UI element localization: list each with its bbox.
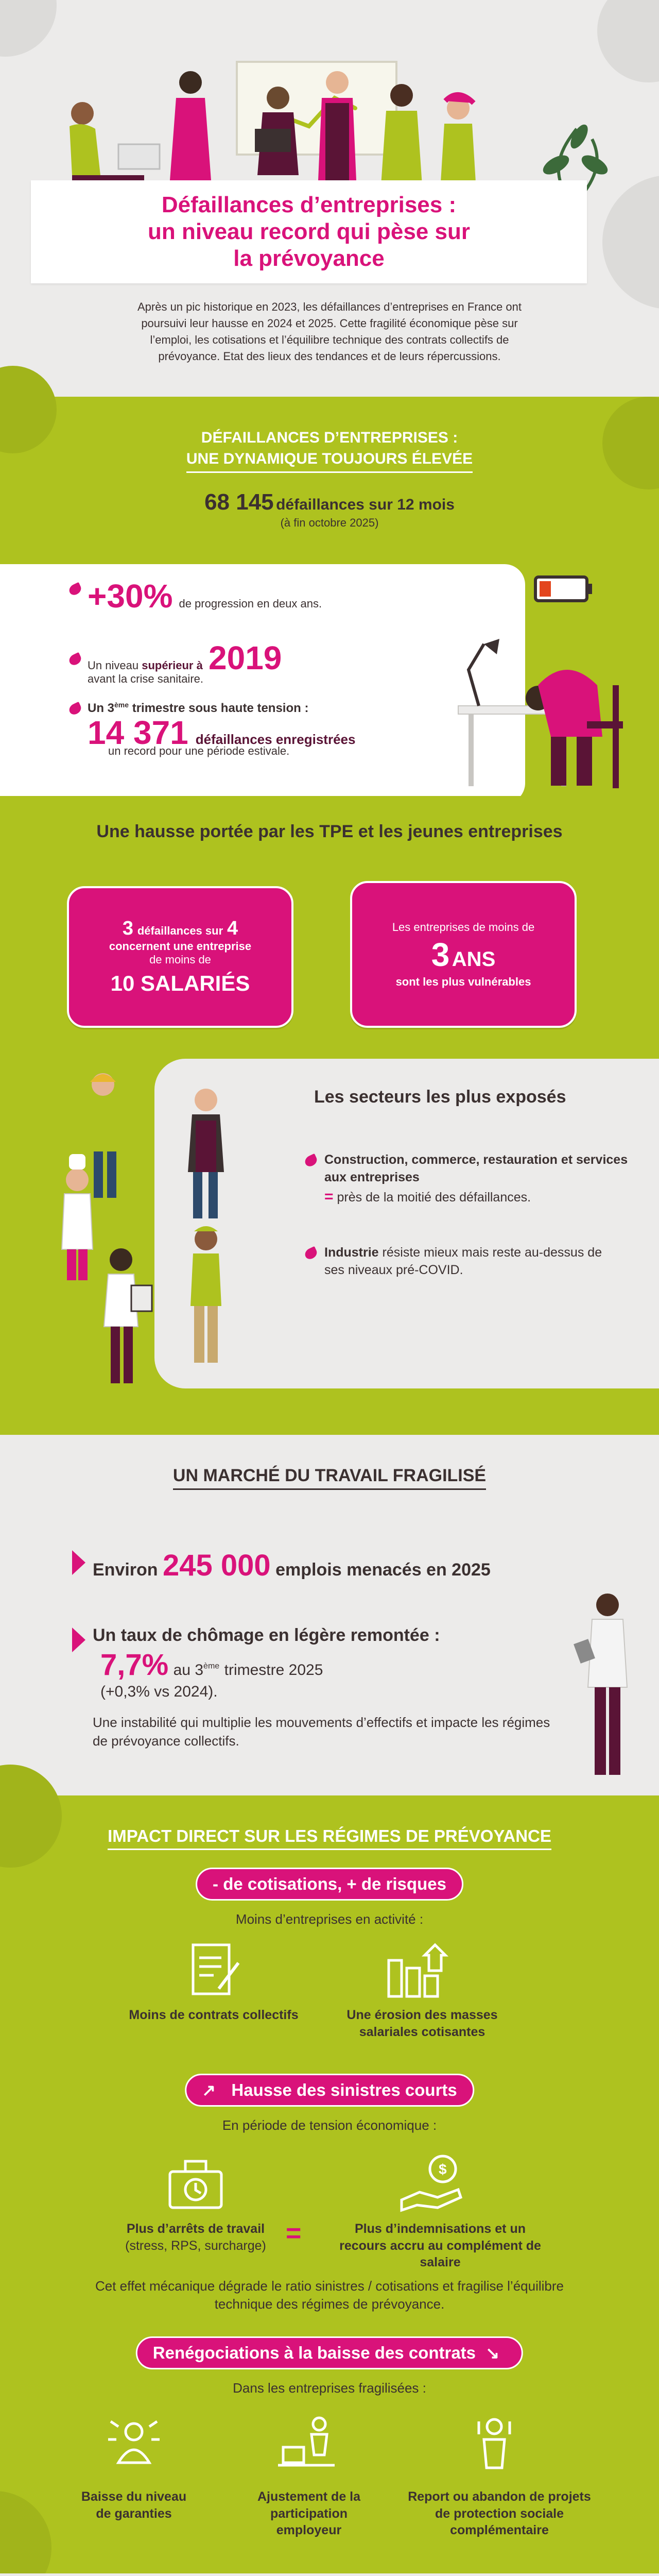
jobs-post: emplois menacés en 2025 — [275, 1560, 491, 1580]
postponed-project-icon — [463, 2411, 525, 2473]
failures-number: 68 145 — [204, 489, 274, 515]
caption-compensation: Plus d’indemnisations et un recours accru au complément de salaire — [339, 2222, 541, 2269]
level-bold: supérieur à — [142, 659, 203, 672]
section-title — [0, 1826, 659, 1846]
pill-number: 4 — [227, 918, 238, 940]
quarter-sub: un record pour une période estivale. — [108, 744, 290, 757]
unemployment-variation: (+0,3% vs 2024). — [100, 1683, 218, 1700]
section-dynamique — [0, 397, 659, 796]
caption-employer-participation: Ajustement de la participation employeur — [257, 2489, 361, 2537]
trend-up-icon: ↗ — [202, 2081, 216, 2099]
level-text — [88, 659, 203, 686]
failures-label: défaillances sur 12 mois — [276, 496, 455, 513]
pill-unit: ANS — [452, 947, 496, 971]
unemployment-au: au 3 — [173, 1662, 204, 1679]
pill-number: 3 — [122, 918, 134, 940]
section-title-text: IMPACT DIRECT SUR LES RÉGIMES DE PRÉVOYANCE — [108, 1826, 551, 1850]
guarantee-reduction-icon — [103, 2411, 165, 2473]
unemployment-stat — [93, 1625, 440, 1701]
sector-bold: Construction, commerce, restauration et services aux entreprises — [324, 1153, 628, 1184]
decorative-circle — [0, 0, 57, 57]
decorative-circle — [0, 2491, 51, 2576]
labour-note: Une instabilité qui multiplie les mouvements d’effectifs et impacte les régimes de prévoyance collectifs. — [93, 1715, 550, 1749]
pill-highlight: 10 SALARIÉS — [110, 971, 250, 995]
pill-text: sont les plus vulnérables — [395, 975, 531, 988]
payroll-erosion-icon — [384, 1940, 456, 2002]
progression-stat — [88, 577, 322, 615]
short-claims-pill — [185, 2074, 474, 2107]
unemployment-sup: ème — [203, 1662, 220, 1671]
footer — [0, 2573, 659, 2576]
failures-stat — [0, 489, 659, 530]
equals-sign: = — [324, 1188, 334, 1205]
sector-text: résiste mieux mais reste au-dessus de ses niveaux pré-COVID. — [324, 1245, 602, 1277]
unemployment-rate: 7,7% — [100, 1648, 169, 1682]
quarter-pre: Un 3 — [88, 701, 115, 715]
sector-bold: Industrie — [324, 1245, 379, 1260]
workers-illustration — [46, 1054, 263, 1414]
section-title-line: UNE DYNAMIQUE TOUJOURS ÉLEVÉE — [186, 449, 473, 473]
pill-text: défaillances sur — [137, 924, 223, 938]
pill-text: concernent une entreprise — [109, 940, 252, 953]
sector-item-construction — [324, 1151, 633, 1207]
contract-document-icon — [183, 1940, 245, 2002]
tired-worker-illustration — [448, 567, 628, 793]
unemployment-values — [100, 1649, 440, 1701]
contributions-risks-pill: - de cotisations, + de risques — [196, 1868, 463, 1901]
jobs-pre: Environ — [93, 1560, 158, 1580]
short-claims-label: Hausse des sinistres courts — [231, 2080, 457, 2099]
block-subtitle: Dans les entreprises fragilisées : — [233, 2380, 426, 2396]
pill-text: Les entreprises de moins de — [392, 920, 535, 934]
intro-line: l’emploi, les cotisations et l’équilibre technique des contrats collectifs de — [150, 333, 509, 346]
unemployment-period: trimestre 2025 — [224, 1662, 323, 1679]
quarter-stat — [88, 701, 355, 758]
section-title-text: UN MARCHÉ DU TRAVAIL FRAGILISÉ — [173, 1466, 486, 1490]
quarter-label: défaillances enregistrées — [195, 732, 356, 747]
caption-payroll-erosion: Une érosion des masses salariales cotisantes — [346, 2008, 498, 2039]
level-stat — [88, 639, 282, 686]
ratio-note: Cet effet mécanique dégrade le ratio sinistres / cotisations et fragilise l’équilibre technique des régimes de prévoyance. — [95, 2278, 564, 2312]
sector-item-industry — [324, 1244, 613, 1279]
jobs-number: 245 000 — [163, 1549, 271, 1582]
intro-paragraph — [72, 299, 587, 365]
section-title: Les secteurs les plus exposés — [314, 1087, 566, 1107]
caption-guarantees: Baisse du niveau de garanties — [81, 2489, 187, 2521]
section-travail — [0, 1435, 659, 1795]
block-subtitle: Moins d’entreprises en activité : — [235, 1911, 424, 1927]
section-title — [0, 1466, 659, 1486]
equals-sign: = — [286, 2218, 302, 2248]
level-post: avant la crise sanitaire. — [88, 672, 203, 686]
intro-line: prévoyance. Etat des lieux des tendances et de leurs répercussions. — [158, 349, 501, 363]
svg-text:$: $ — [439, 2161, 447, 2177]
quarter-number: 14 371 — [88, 714, 188, 751]
section-title-line: DÉFAILLANCES D’ENTREPRISES : — [201, 429, 458, 446]
quarter-post: trimestre sous haute tension : — [132, 701, 309, 715]
section-title — [0, 428, 659, 473]
pill-highlight — [431, 938, 496, 971]
main-title — [46, 192, 571, 272]
caption-work-stoppage — [108, 2221, 283, 2254]
pill-line — [123, 918, 238, 940]
sector-text: près de la moitié des défaillances. — [337, 1190, 531, 1205]
pill-number: 3 — [431, 936, 450, 973]
level-pre: Un niveau — [88, 659, 139, 672]
section-tpe — [0, 796, 659, 1059]
block-subtitle: En période de tension économique : — [222, 2117, 437, 2133]
small-business-pill — [67, 886, 293, 1028]
section-impact — [0, 1795, 659, 2573]
progression-value: +30% — [88, 578, 173, 615]
section-title: Une hausse portée par les TPE et les jeunes entreprises — [96, 822, 563, 841]
title-line: un niveau record qui pèse sur — [148, 218, 470, 244]
jobs-stat — [93, 1548, 491, 1583]
caption-fewer-contracts: Moins de contrats collectifs — [129, 2008, 299, 2022]
title-line: Défaillances d’entreprises : — [161, 192, 457, 217]
employer-participation-icon — [273, 2411, 340, 2473]
progression-label: de progression en deux ans. — [179, 597, 322, 610]
renegotiation-pill — [136, 2336, 523, 2369]
caption-postponed-project: Report ou abandon de projets de protection sociale complémentaire — [408, 2489, 591, 2537]
quarter-sup: ème — [114, 701, 129, 709]
failures-date: (à fin octobre 2025) — [280, 516, 379, 529]
caption-bold: Plus d’arrêts de travail — [126, 2222, 265, 2236]
man-tablet-illustration — [571, 1589, 638, 1780]
caption-sub: (stress, RPS, surcharge) — [125, 2238, 266, 2253]
arrow-icon — [72, 1550, 85, 1575]
compensation-icon — [396, 2151, 469, 2218]
work-stoppage-icon — [162, 2151, 229, 2218]
pill-text: de moins de — [149, 953, 211, 967]
title-line: la prévoyance — [233, 245, 385, 271]
level-year: 2019 — [209, 639, 282, 676]
trend-down-icon: ↘ — [485, 2344, 500, 2362]
intro-line: poursuivi leur hausse en 2024 et 2025. Cette fragilité économique pèse sur — [141, 316, 518, 330]
young-business-pill — [350, 881, 577, 1028]
unemployment-title: Un taux de chômage en légère remontée : — [93, 1625, 440, 1645]
main-title-box — [31, 180, 587, 283]
intro-line: Après un pic historique en 2023, les défaillances d’entreprises en France ont — [137, 300, 522, 313]
renegotiation-label: Renégociations à la baisse des contrats — [152, 2343, 476, 2362]
header-section — [0, 0, 659, 397]
arrow-icon — [72, 1628, 85, 1652]
section-secteurs — [0, 1059, 659, 1435]
